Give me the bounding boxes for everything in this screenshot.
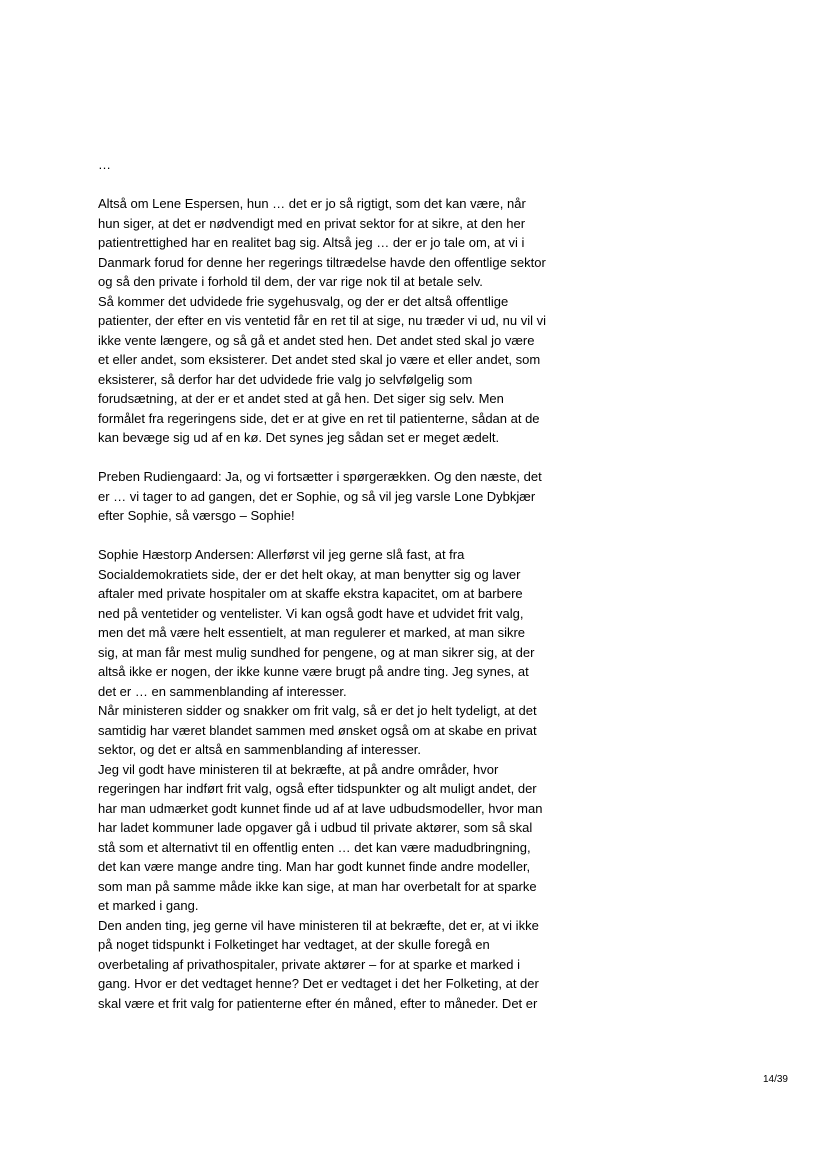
text-line: Sophie Hæstorp Andersen: Allerførst vil jeg gerne slå fast, at fra xyxy=(98,547,465,562)
text-line: det kan være mange andre ting. Man har godt kunnet finde andre modeller, xyxy=(98,859,531,874)
text-line: som man på samme måde ikke kan sige, at man har overbetalt for at sparke xyxy=(98,878,537,894)
text-line: patientrettighed har en realitet bag sig. Altså jeg … der er jo tale om, at vi i xyxy=(98,235,525,250)
text-line: patienter, der efter en vis ventetid får en ret til at sige, nu træder vi ud, nu vil vi xyxy=(98,313,547,328)
blank-line xyxy=(98,175,598,195)
text-line: skal være et frit valg for patienterne efter én måned, efter to måneder. Det er xyxy=(98,995,538,1011)
text-line: det er … en sammenblanding af interesser. xyxy=(98,683,347,699)
text-line: Så kommer det udvidede frie sygehusvalg, og der er det altså offentlige xyxy=(98,293,509,309)
text-line: aftaler med private hospitaler om at skaffe ekstra kapacitet, om at barbere xyxy=(98,586,523,601)
text-line: Jeg vil godt have ministeren til at bekræfte, at på andre områder, hvor xyxy=(98,761,499,777)
text-line: efter Sophie, så værsgo – Sophie! xyxy=(98,508,295,523)
text-line: Den anden ting, jeg gerne vil have ministeren til at bekræfte, det er, at vi ikke xyxy=(98,917,539,933)
text-line: hun siger, at det er nødvendigt med en privat sektor for at sikre, at den her xyxy=(98,215,526,231)
text-line: er … vi tager to ad gangen, det er Sophie, og så vil jeg varsle Lone Dybkjær xyxy=(98,488,536,504)
text-line: altså ikke er nogen, der ikke kunne være brugt på andre ting. Jeg synes, at xyxy=(98,664,529,679)
blank-line xyxy=(98,448,598,468)
text-line: et marked i gang. xyxy=(98,898,199,913)
text-line: Socialdemokratiets side, der er det helt okay, at man benytter sig og laver xyxy=(98,566,521,582)
text-line: sektor, og det er altså en sammenblanding af interesser. xyxy=(98,742,422,757)
text-line: samtidig har været blandet sammen med ønsket også om at skabe en privat xyxy=(98,722,537,738)
text-line: Altså om Lene Espersen, hun … det er jo så rigtigt, som det kan være, når xyxy=(98,196,526,211)
text-line: har man udmærket godt kunnet finde ud af at lave udbudsmodeller, hvor man xyxy=(98,800,543,816)
text-line: Preben Rudiengaard: Ja, og vi fortsætter i spørgerækken. Og den næste, det xyxy=(98,469,542,484)
text-line: men det må være helt essentielt, at man regulerer et marked, at man sikre xyxy=(98,625,526,640)
text-line: sig, at man får mest mulig sundhed for pengene, og at man sikrer sig, at der xyxy=(98,644,535,660)
text-line: kan bevæge sig ud af en kø. Det synes jeg sådan set er meget ædelt. xyxy=(98,430,500,445)
text-line: regeringen har indført frit valg, også efter tidspunkter og alt muligt andet, der xyxy=(98,781,537,796)
body-text xyxy=(98,155,598,1013)
text-line: formålet fra regeringens side, det er at give en ret til patienterne, sådan at de xyxy=(98,410,540,426)
text-line: overbetaling af privathospitaler, private aktører – for at sparke et marked i xyxy=(98,956,520,972)
blank-line xyxy=(98,526,598,546)
text-line: har ladet kommuner lade opgaver gå i udbud til private aktører, som så skal xyxy=(98,820,533,835)
text-line: Danmark forud for denne her regerings tiltrædelse havde den offentlige sektor xyxy=(98,254,546,270)
text-line: og så den private i forhold til dem, der var rige nok til at betale selv. xyxy=(98,274,483,289)
text-line: ned på ventetider og ventelister. Vi kan også godt have et udvidet frit valg, xyxy=(98,605,524,621)
text-line: gang. Hvor er det vedtaget henne? Det er vedtaget i det her Folketing, at der xyxy=(98,976,539,991)
page-number: 14/39 xyxy=(762,1074,788,1085)
text-line: ikke vente længere, og så gå et andet sted hen. Det andet sted skal jo være xyxy=(98,332,535,348)
text-line: et eller andet, som eksisterer. Det andet sted skal jo være et eller andet, som xyxy=(98,352,541,367)
text-line: på noget tidspunkt i Folketinget har vedtaget, at der skulle foregå en xyxy=(98,937,490,952)
text-line: forudsætning, at der er et andet sted at gå hen. Det siger sig selv. Men xyxy=(98,391,504,406)
text-line: eksisterer, så derfor har det udvidede frie valg jo selvfølgelig som xyxy=(98,371,473,387)
text-line: … xyxy=(98,157,111,172)
text-line: stå som et alternativt til en offentlig enten … det kan være madudbringning, xyxy=(98,839,531,855)
text-line: Når ministeren sidder og snakker om frit valg, så er det jo helt tydeligt, at det xyxy=(98,703,537,718)
